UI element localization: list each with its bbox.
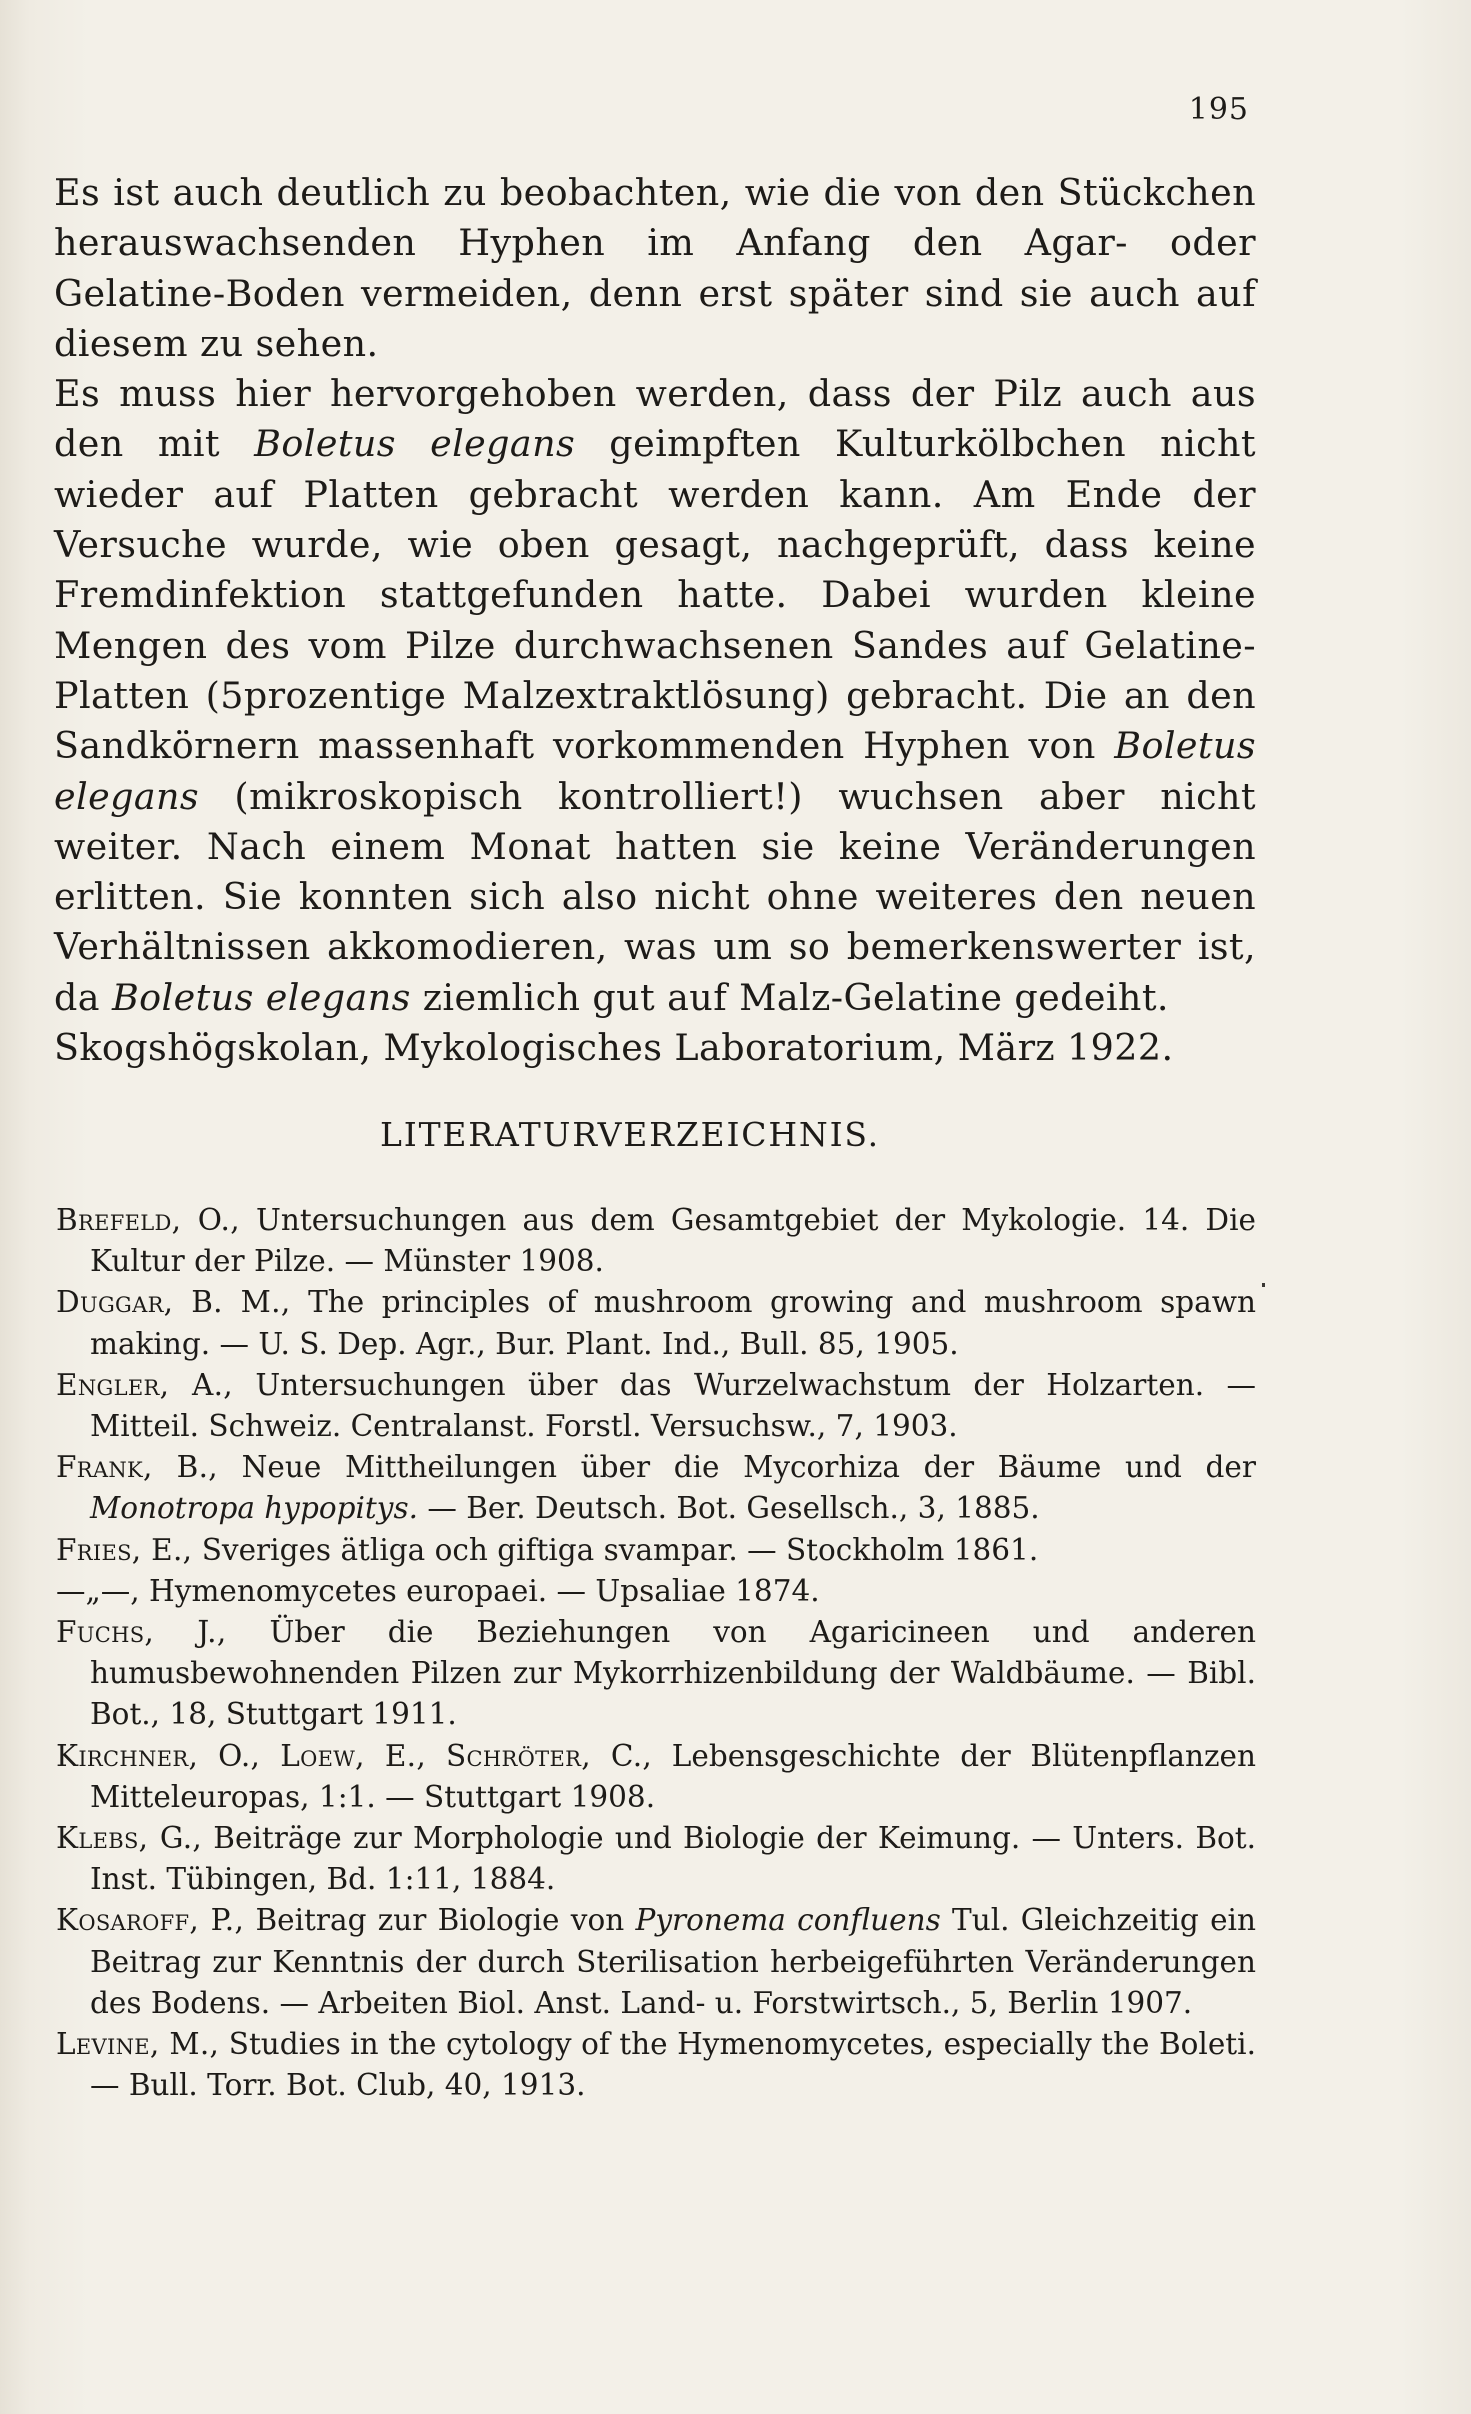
reference-text: Beitrag zur Biologie von [244,1903,636,1938]
body-text [54,168,1256,1073]
paragraph-2-text-a: Es muss hier hervorgehoben werden, dass der Pilz auch aus den mit [54,372,1256,466]
reference-entry [56,1612,1256,1736]
place-date-line: Skogshögskolan, Mykologisches Laboratorium, März 1922. [54,1026,1174,1070]
reference-species: Monotropa hypopitys. [90,1491,418,1526]
reference-text: Sveriges ätliga och giftiga svampar. — Stockholm 1861. [192,1532,1039,1567]
paragraph-2-text-d: ziemlich gut auf Malz-Gelatine gedeiht. [410,975,1169,1019]
paragraph-2-text-c: (mikroskopisch kontrolliert!) wuchsen aber nicht weiter. Nach einem Monat hatten sie keine Veränderungen erlitten. Sie konnten sich also nicht ohne weiteres den neuen Verhältnissen akkomodieren, was um so bemerkenswerter ist, da [54,774,1256,1019]
reference-entry [56,1365,1256,1447]
reference-author: Frank, B., [56,1450,218,1485]
paragraph-2-text-b: geimpften Kulturkölbchen nicht wieder auf Platten gebracht werden kann. Am Ende der Versuche wurde, wie oben gesagt, nachgeprüft, dass keine Fremdinfektion stattgefunden hatte. Dabei wurden kleine Mengen des vom Pilze durchwachsenen Sandes auf Gelatine-Platten (5prozentige Malzextraktlösung) gebracht. Die an den Sandkörnern massenhaft vorkommenden Hyphen von [54,422,1256,768]
reference-text: Beiträge zur Morphologie und Biologie der Keimung. — Unters. Bot. Inst. Tübingen, Bd. 1:11, 1884. [90,1821,1256,1897]
species-name: Boletus elegans [254,422,576,466]
reference-author: Kosaroff, P., [56,1903,245,1938]
paragraph-1-text: Es ist auch deutlich zu beobachten, wie die von den Stückchen herauswachsenden Hyphen im Anfang den Agar- oder Gelatine-Boden vermeiden, denn erst später sind sie auch auf diesem zu sehen. [54,171,1256,365]
reference-text: Über die Beziehungen von Agaricineen und anderen humusbewohnenden Pilzen zur Mykorrhizenbildung der Waldbäume. — Bibl. Bot., 18, Stuttgart 1911. [90,1615,1256,1732]
reference-entry [56,1200,1256,1282]
species-name: Boletus elegans [54,724,1256,818]
reference-text: Untersuchungen über das Wurzelwachstum der Holzarten. — Mitteil. Schweiz. Centralanst. Forstl. Versuchsw., 7, 1903. [90,1367,1256,1444]
reference-author: Fuchs, J., [56,1615,227,1650]
reference-text: Lebensgeschichte der Blütenpflanzen Mitteleuropas, 1:1. — Stuttgart 1908. [90,1738,1256,1814]
page-number: 195 [1188,92,1249,127]
reference-text: Neue Mittheilungen über die Mycorhiza der Bäume und der [217,1450,1256,1485]
reference-list [56,1152,1256,2106]
species-name: Boletus elegans [111,975,411,1019]
reference-author: Klebs, G., [56,1821,203,1856]
reference-entry [56,1530,1256,1571]
reference-entry [56,1282,1256,1364]
reference-text: Studies in the cytology of the Hymenomycetes, especially the Boleti. — Bull. Torr. Bot. Club, 40, 1913. [90,2027,1256,2103]
reference-author: Levine, M., [56,2027,220,2062]
reference-author: Brefeld, O., [56,1203,240,1237]
reference-author: Fries, E., [56,1532,193,1567]
reference-entry [56,1571,1256,1612]
reference-entry [56,1818,1256,1900]
reference-author: Duggar, B. M., [56,1285,291,1320]
reference-species: Pyronema confluens [635,1903,941,1938]
paragraph-2 [54,369,1256,1023]
reference-entry [56,1736,1256,1818]
reference-entry [56,2024,1256,2106]
reference-author: Engler, A., [56,1367,233,1402]
reference-text: The principles of mushroom growing and mushroom spawn making. — U. S. Dep. Agr., Bur. Plant. Ind., Bull. 85, 1905. [90,1285,1256,1361]
reference-author: Kirchner, O., Loew, E., Schröter, C., [56,1738,653,1773]
reference-text-tail: Tul. Gleichzeitig ein Beitrag zur Kenntnis der durch Sterilisation herbeigeführten Veränderungen des Bodens. — Arbeiten Biol. Anst. Land- u. Forstwirtsch., 5, Berlin 1907. [90,1903,1256,2020]
reference-entry [56,1900,1256,2024]
reference-text-tail: — Ber. Deutsch. Bot. Gesellsch., 3, 1885. [417,1491,1040,1526]
reference-author-ditto: —„—, [56,1573,140,1608]
reference-entry [56,1447,1256,1529]
ink-speck [1262,1283,1265,1287]
paragraph-1 [54,168,1256,369]
reference-text: Hymenomycetes europaei. — Upsaliae 1874. [139,1573,820,1608]
reference-text: Untersuchungen aus dem Gesamtgebiet der Mykologie. 14. Die Kultur der Pilze. — Münster 1908. [90,1203,1256,1279]
bibliography-heading: LITERATURVERZEICHNIS. [380,1115,880,1154]
